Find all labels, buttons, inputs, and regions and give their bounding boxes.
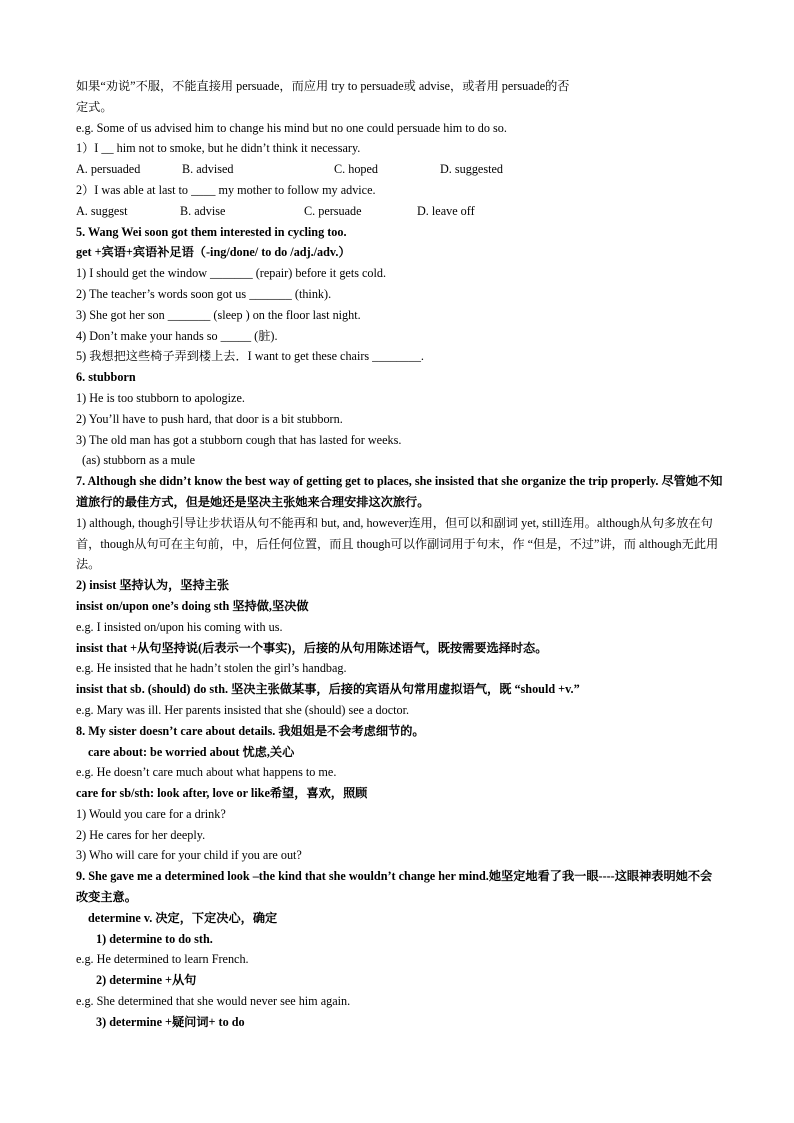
example-line: 2) He cares for her deeply. bbox=[76, 827, 206, 842]
exercise-question: 3) She got her son _______ (sleep ) on the floor last night. bbox=[76, 307, 361, 322]
grammar-rule: care for sb/sth: look after, love or like希望，喜欢，照顾 bbox=[76, 786, 368, 801]
exercise-question: 2）I was able at last to ____ my mother to follow my advice. bbox=[76, 182, 376, 197]
example-line: 1) Would you care for a drink? bbox=[76, 806, 226, 821]
exercise-question: 5) 我想把这些椅子弄到楼上去．I want to get these chairs ________. bbox=[76, 349, 424, 364]
option: C. hoped bbox=[334, 162, 379, 177]
example-line: e.g. He doesn’t care much about what happens to me. bbox=[76, 765, 337, 780]
example-line: 2) You’ll have to push hard, that door is a bit stubborn. bbox=[76, 411, 343, 426]
example-line: e.g. Some of us advised him to change his mind but no one could persuade him to do so. bbox=[76, 120, 507, 135]
subsection-heading: 1) determine to do sth. bbox=[96, 931, 213, 946]
grammar-rule: insist that sb. (should) do sth. 坚决主张做某事，后接的宾语从句常用虚拟语气，既 “should +v.” bbox=[76, 682, 580, 697]
option: D. leave off bbox=[417, 203, 475, 218]
exercise-question: 1）I __ him not to smoke, but he didn’t think it necessary. bbox=[76, 141, 361, 156]
grammar-rule: care about: be worried about 忧虑,关心 bbox=[88, 744, 295, 759]
section-heading: 7. Although she didn’t know the best way of getting get to places, she insisted that she organize the trip properly. 尽管她不知道旅行的最佳方式，但是她还是坚决主张她来合理安排这次旅行。 bbox=[76, 474, 723, 509]
exercise-options bbox=[76, 201, 724, 222]
exercise-question: 1) I should get the window _______ (repair) before it gets cold. bbox=[76, 266, 387, 281]
exercise-question: 2) The teacher’s words soon got us _______ (think). bbox=[76, 286, 332, 301]
exercise-question: 4) Don’t make your hands so _____ (脏). bbox=[76, 328, 278, 343]
option: C. persuade bbox=[304, 203, 362, 218]
option: B. advised bbox=[182, 162, 234, 177]
idiom-line: (as) stubborn as a mule bbox=[82, 453, 196, 468]
subsection-heading: 2) insist 坚持认为，坚持主张 bbox=[76, 578, 230, 593]
note-paragraph: 1) although, though引导让步状语从句不能再和 but, and, however连用，但可以和副词 yet, still连用。although从句多放在句首，though从句可在主句前，中，后任何位置，而且 though可以作副词用于句末，作 “但是，不过”讲，而 although无此用法。 bbox=[76, 515, 719, 572]
subsection-heading: 3) determine +疑问词+ to do bbox=[96, 1014, 245, 1029]
example-line: e.g. Mary was ill. Her parents insisted that she (should) see a doctor. bbox=[76, 702, 410, 717]
section-heading: 9. She gave me a determined look –the kind that she wouldn’t change her mind.她坚定地看了我一眼----这眼神表明她不会改变主意。 bbox=[76, 869, 713, 905]
note-line: 如果“劝说”不服，不能直接用 persuade，而应用 try to persuade或 advise，或者用 persuade的否 bbox=[76, 79, 570, 93]
grammar-rule: determine v. 决定，下定决心，确定 bbox=[88, 910, 278, 925]
example-line: 3) Who will care for your child if you are out? bbox=[76, 848, 302, 863]
example-line: e.g. I insisted on/upon his coming with us. bbox=[76, 619, 283, 634]
section-heading: 6. stubborn bbox=[76, 370, 136, 385]
option: A. persuaded bbox=[76, 162, 141, 177]
note-line: 定式。 bbox=[76, 99, 113, 114]
option: B. advise bbox=[180, 203, 226, 218]
example-line: e.g. He determined to learn French. bbox=[76, 952, 249, 967]
grammar-rule: insist on/upon one’s doing sth 坚持做,坚决做 bbox=[76, 598, 309, 613]
subsection-heading: 2) determine +从句 bbox=[96, 973, 197, 988]
example-line: 1) He is too stubborn to apologize. bbox=[76, 390, 245, 405]
option: A. suggest bbox=[76, 203, 128, 218]
example-line: e.g. He insisted that he hadn’t stolen the girl’s handbag. bbox=[76, 661, 347, 676]
document-page bbox=[76, 76, 724, 1033]
example-line: 3) The old man has got a stubborn cough that has lasted for weeks. bbox=[76, 432, 402, 447]
option: D. suggested bbox=[440, 162, 503, 177]
grammar-rule: insist that +从句坚持说(后表示一个事实)，后接的从句用陈述语气，既按需要选择时态。 bbox=[76, 640, 548, 655]
section-heading: 5. Wang Wei soon got them interested in cycling too. bbox=[76, 224, 347, 239]
section-heading: 8. My sister doesn’t care about details. 我姐姐是不会考虑细节的。 bbox=[76, 723, 425, 738]
example-line: e.g. She determined that she would never see him again. bbox=[76, 994, 351, 1009]
exercise-options bbox=[76, 159, 724, 180]
grammar-rule: get +宾语+宾语补足语（-ing/done/ to do /adj./adv.） bbox=[76, 245, 351, 260]
